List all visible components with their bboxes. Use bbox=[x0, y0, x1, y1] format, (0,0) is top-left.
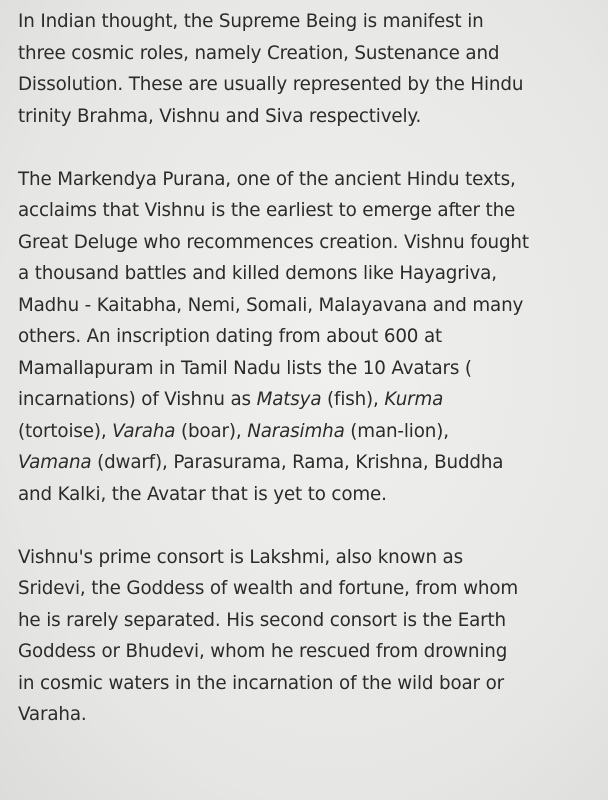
paragraph-consorts bbox=[18, 542, 594, 731]
text-run: incarnations) of Vishnu as bbox=[18, 389, 257, 410]
text-line: Dissolution. These are usually represented by the Hindu bbox=[18, 74, 524, 95]
text-line bbox=[18, 447, 594, 479]
text-line: Mamallapuram in Tamil Nadu lists the 10 Avatars ( bbox=[18, 357, 472, 379]
avatar-name-kurma: Kurma bbox=[384, 389, 444, 410]
text-run: (dwarf), Parasurama, Rama, Krishna, Buddha bbox=[91, 452, 504, 473]
text-line: Great Deluge who recommences creation. Vishnu fought bbox=[18, 231, 529, 253]
text-line bbox=[18, 384, 594, 416]
text-line: Vishnu's prime consort is Lakshmi, also known as bbox=[18, 546, 463, 568]
text-line: The Markendya Purana, one of the ancient Hindu texts, bbox=[18, 168, 516, 190]
avatar-name-vamana: Vamana bbox=[18, 452, 92, 473]
avatar-name-varaha: Varaha bbox=[112, 420, 176, 442]
text-line: and Kalki, the Avatar that is yet to come. bbox=[18, 483, 387, 505]
text-line bbox=[18, 416, 594, 448]
text-run: (fish), bbox=[321, 389, 385, 410]
text-line: Sridevi, the Goddess of wealth and fortune, from whom bbox=[18, 578, 519, 599]
text-run: (tortoise), bbox=[18, 420, 113, 442]
text-line: trinity Brahma, Vishnu and Siva respectively. bbox=[18, 105, 422, 127]
text-line: acclaims that Vishnu is the earliest to emerge after the bbox=[18, 200, 516, 221]
avatar-name-matsya: Matsya bbox=[256, 389, 322, 410]
avatar-name-narasimha: Narasimha bbox=[247, 420, 345, 442]
text-line: he is rarely separated. His second consort is the Earth bbox=[18, 609, 506, 631]
text-run: (man-lion), bbox=[344, 420, 449, 442]
text-line: Goddess or Bhudevi, whom he rescued from drowning bbox=[18, 641, 508, 662]
text-line: in cosmic waters in the incarnation of the wild boar or bbox=[18, 672, 504, 694]
text-line: In Indian thought, the Supreme Being is manifest in bbox=[18, 11, 484, 32]
paragraph-markendya-purana bbox=[18, 164, 594, 511]
paragraph-supreme-being bbox=[18, 6, 594, 132]
text-line: Varaha. bbox=[18, 704, 87, 725]
text-line: others. An inscription dating from about 600 at bbox=[18, 326, 443, 347]
text-run: (boar), bbox=[175, 420, 248, 442]
text-line: a thousand battles and killed demons like Hayagriva, bbox=[18, 263, 497, 284]
text-line: Madhu - Kaitabha, Nemi, Somali, Malayavana and many bbox=[18, 294, 524, 316]
text-line: three cosmic roles, namely Creation, Sustenance and bbox=[18, 42, 500, 64]
